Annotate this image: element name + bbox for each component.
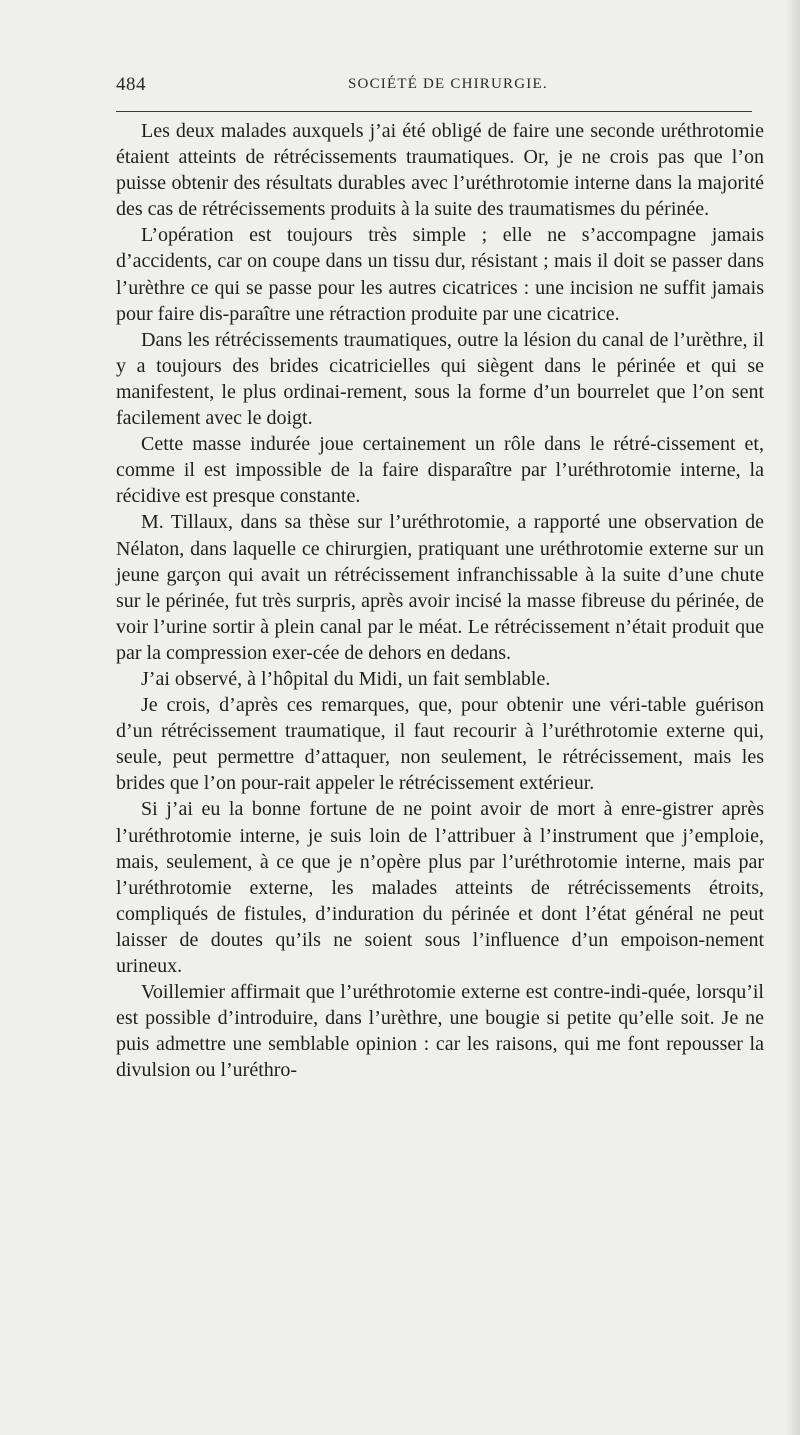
- page-number: 484: [116, 74, 146, 95]
- paragraph: Je crois, d’après ces remarques, que, pour obtenir une véri-table guérison d’un rétrécissement traumatique, il faut recourir à l’uréthrotomie externe qui, seule, peut permettre d’attaquer, non seulement, le rétrécissement, mais les brides que l’on pour-rait appeler le rétrécissement extérieur.: [116, 694, 764, 795]
- paragraph: Les deux malades auxquels j’ai été obligé de faire une seconde uréthrotomie étaient atteints de rétrécissements traumatiques. Or, je ne crois pas que l’on puisse obtenir des résultats durables avec l’uréthrotomie interne dans la majorité des cas de rétrécissements produits à la suite des traumatismes du périnée.: [116, 120, 764, 221]
- paragraph: M. Tillaux, dans sa thèse sur l’uréthrotomie, a rapporté une observation de Nélaton, dans laquelle ce chirurgien, pratiquant une uréthrotomie externe sur un jeune garçon qui avait un rétrécissement infranchissable à la suite d’une chute sur le périnée, fut très surpris, après avoir incisé la masse fibreuse du périnée, de voir l’urine sortir à plein canal par le méat. Le rétrécissement n’était produit que par la compression exer-cée de dehors en dedans.: [116, 511, 764, 664]
- paragraph: Voillemier affirmait que l’uréthrotomie externe est contre-indi-quée, lorsqu’il est possible d’introduire, dans l’urèthre, une bougie si petite qu’elle soit. Je ne puis admettre une semblable opinion : car les raisons, qui me font repousser la divulsion ou l’uréthro-: [116, 981, 764, 1082]
- running-head: SOCIÉTÉ DE CHIRURGIE.: [348, 76, 548, 92]
- paragraph: Cette masse indurée joue certainement un rôle dans le rétré-cissement et, comme il est impossible de la faire disparaître par l’uréthrotomie interne, la récidive est presque constante.: [116, 433, 764, 508]
- paragraph: Dans les rétrécissements traumatiques, outre la lésion du canal de l’urèthre, il y a toujours des brides cicatricielles qui siègent dans le périnée et qui se manifestent, le plus ordinai-rement, sous la forme d’un bourrelet que l’on sent facilement avec le doigt.: [116, 328, 764, 430]
- body-text: [116, 118, 764, 1083]
- paragraph: L’opération est toujours très simple ; elle ne s’accompagne jamais d’accidents, car on coupe dans un tissu dur, résistant ; mais il doit se passer dans l’urèthre ce qui se passe pour les autres cicatrices : une incision ne suffit jamais pour faire dis-paraître une rétraction produite par une cicatrice.: [116, 224, 764, 325]
- page-header: [116, 74, 752, 100]
- page-edge-shadow: [786, 0, 800, 1435]
- paragraph: J’ai observé, à l’hôpital du Midi, un fait semblable.: [141, 667, 551, 690]
- paragraph: Si j’ai eu la bonne fortune de ne point avoir de mort à enre-gistrer après l’uréthrotomie interne, je suis loin de l’attribuer à l’instrument que j’emploie, mais, seulement, à ce que je n’opère plus par l’uréthrotomie interne, mais par l’uréthrotomie externe, les malades atteints de rétrécissements étroits, compliqués de fistules, d’induration du périnée et dont l’état général ne peut laisser de doutes qu’ils ne soient sous l’influence d’un empoison-nement urineux.: [116, 798, 764, 977]
- header-rule: [116, 111, 752, 112]
